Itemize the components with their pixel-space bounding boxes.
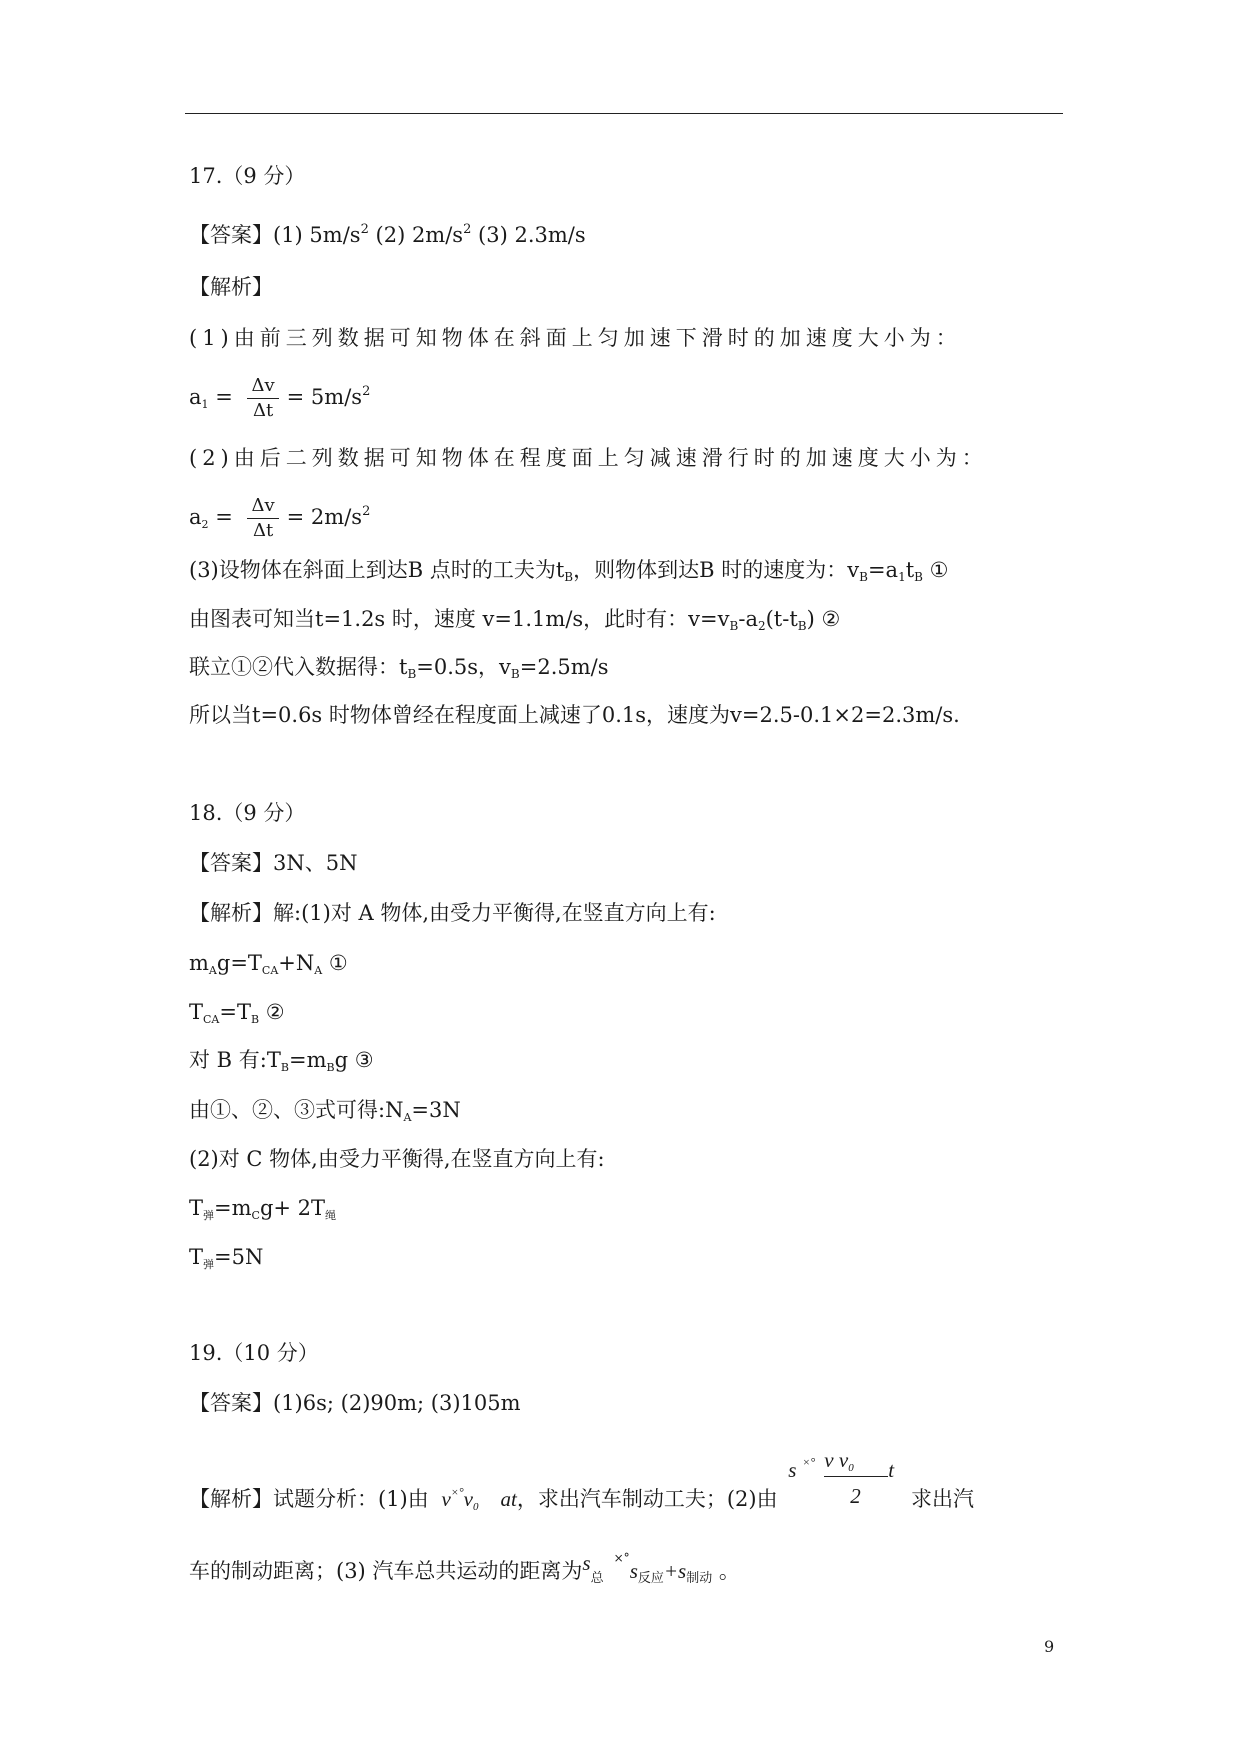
q17-line-2: (2)由后二列数据可知物体在程度面上匀减速滑行时的加速度大小为： <box>189 446 988 470</box>
q18-equation-3: 对 B 有$:T_B=m_Bg$ ③ <box>189 1048 374 1074</box>
q17-formula-a1: $a_1$ = $\frac{\Delta v}{\Delta t}$ = $5m/s^2$ <box>189 375 371 421</box>
formula-v-v0-at: $v^{\times^\circ}v_0$ at <box>441 1485 517 1513</box>
q17-analysis-label: 【解析】 <box>189 275 273 299</box>
q18-answer: 【答案】3N、5N <box>189 851 358 875</box>
q17-heading: 17.（9 分） <box>189 164 306 188</box>
q18-equation-5: $T_弹=m_Cg+ 2T_绳$ <box>189 1196 337 1222</box>
q18-equation-6: $T_弹=5N$ <box>189 1245 264 1271</box>
q18-line-2: (2)对 C 物体,由受力平衡得,在竖直方向上有: <box>189 1147 605 1171</box>
q17-formula-a2: $a_2$ = $\frac{\Delta v}{\Delta t}$ = $2m/s^2$ <box>189 495 371 541</box>
header-rule <box>185 113 1063 114</box>
formula-s-average-velocity: s ×° v $v_0$ 2 t <box>788 1448 895 1508</box>
q17-line-3: (3)设物体在斜面上到达B 点时的工夫为tB，则物体到达B 时的速度为：vB=a1tB ① <box>189 558 949 584</box>
q18-equation-2: $T_{CA}=T_B$ ② <box>189 1000 285 1026</box>
q18-analysis: 【解析】解:(1)对 A 物体,由受力平衡得,在竖直方向上有: <box>189 901 716 925</box>
fraction-dv-dt: $\frac{\Delta v}{\Delta t}$ <box>247 497 278 540</box>
fraction-dv-dt: $\frac{\Delta v}{\Delta t}$ <box>247 377 278 420</box>
q17-answer: 【答案】(1) $5m/s^2$ (2) $2m/s^2$ (3) 2.3m/s <box>189 222 586 247</box>
q19-answer: 【答案】(1)6s; (2)90m; (3)105m <box>189 1391 521 1415</box>
q18-equation-4: 由①、②、③式可得$:N_A=3N$ <box>189 1098 461 1124</box>
q19-heading: 19.（10 分） <box>189 1341 319 1365</box>
q19-line-2: 车的制动距离；(3) 汽车总共运动的距离为$s_总^{\times^\circ}s_{反应}+s_{制动}$ 。 <box>189 1551 740 1586</box>
q19-analysis: 【解析】试题分析：(1)由 $v^{\times^\circ}v_0$ at，求出汽车制动工夫；(2)由 s ×° v $v_0$ 2 t 求出汽 <box>189 1448 974 1513</box>
q18-equation-1: $m_Ag=T_{CA}+N_A$ ① <box>189 951 348 977</box>
page-number: 9 <box>1044 1637 1055 1656</box>
q17-line-1: (1)由前三列数据可知物体在斜面上匀加速下滑时的加速度大小为： <box>189 326 962 350</box>
q17-line-6: 所以当t=0.6s 时物体曾经在程度面上减速了0.1s，速度为v=2.5-0.1×2=2.3m/s. <box>189 703 960 727</box>
q18-heading: 18.（9 分） <box>189 801 306 825</box>
q17-line-5: 联立①②代入数据得：tB=0.5s，vB=2.5m/s <box>189 655 609 681</box>
q17-line-4: 由图表可知当t=1.2s 时，速度 v=1.1m/s，此时有：v=vB-a2(t-tB) ② <box>189 607 841 633</box>
